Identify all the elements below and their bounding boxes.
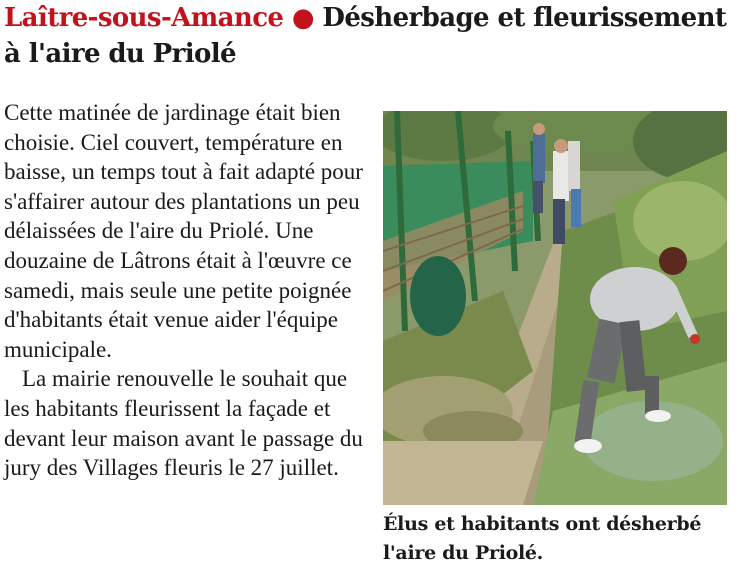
article-body: [4, 98, 372, 483]
bullet-separator: ●: [291, 3, 314, 33]
headline-title: Désherbage et fleurissement à l'aire du Priolé: [4, 3, 727, 69]
article-photo: [383, 111, 727, 505]
photo-caption: Élus et habitants ont désherbé l'aire du Priolé.: [383, 513, 702, 564]
paragraph-1: Cette matinée de jardinage était bien choisie. Ciel couvert, température en baisse, un temps tout à fait adapté pour s'affairer autour des plantations un peu délaissées de l'aire du Priolé. Une douzaine de Lâtrons était à l'œuvre ce samedi, mais seule une petite poignée d'habitants était venue aider l'équipe municipale.: [4, 100, 363, 362]
gardening-scene-illustration: [383, 111, 727, 505]
location-label: Laître-sous-Amance: [4, 3, 284, 33]
paragraph-2: La mairie renouvelle le souhait que les habitants fleurissent la façade et devant leur maison avant le passage du jury des Villages fleuris le 27 juillet.: [4, 366, 363, 481]
article-headline: [4, 0, 739, 72]
